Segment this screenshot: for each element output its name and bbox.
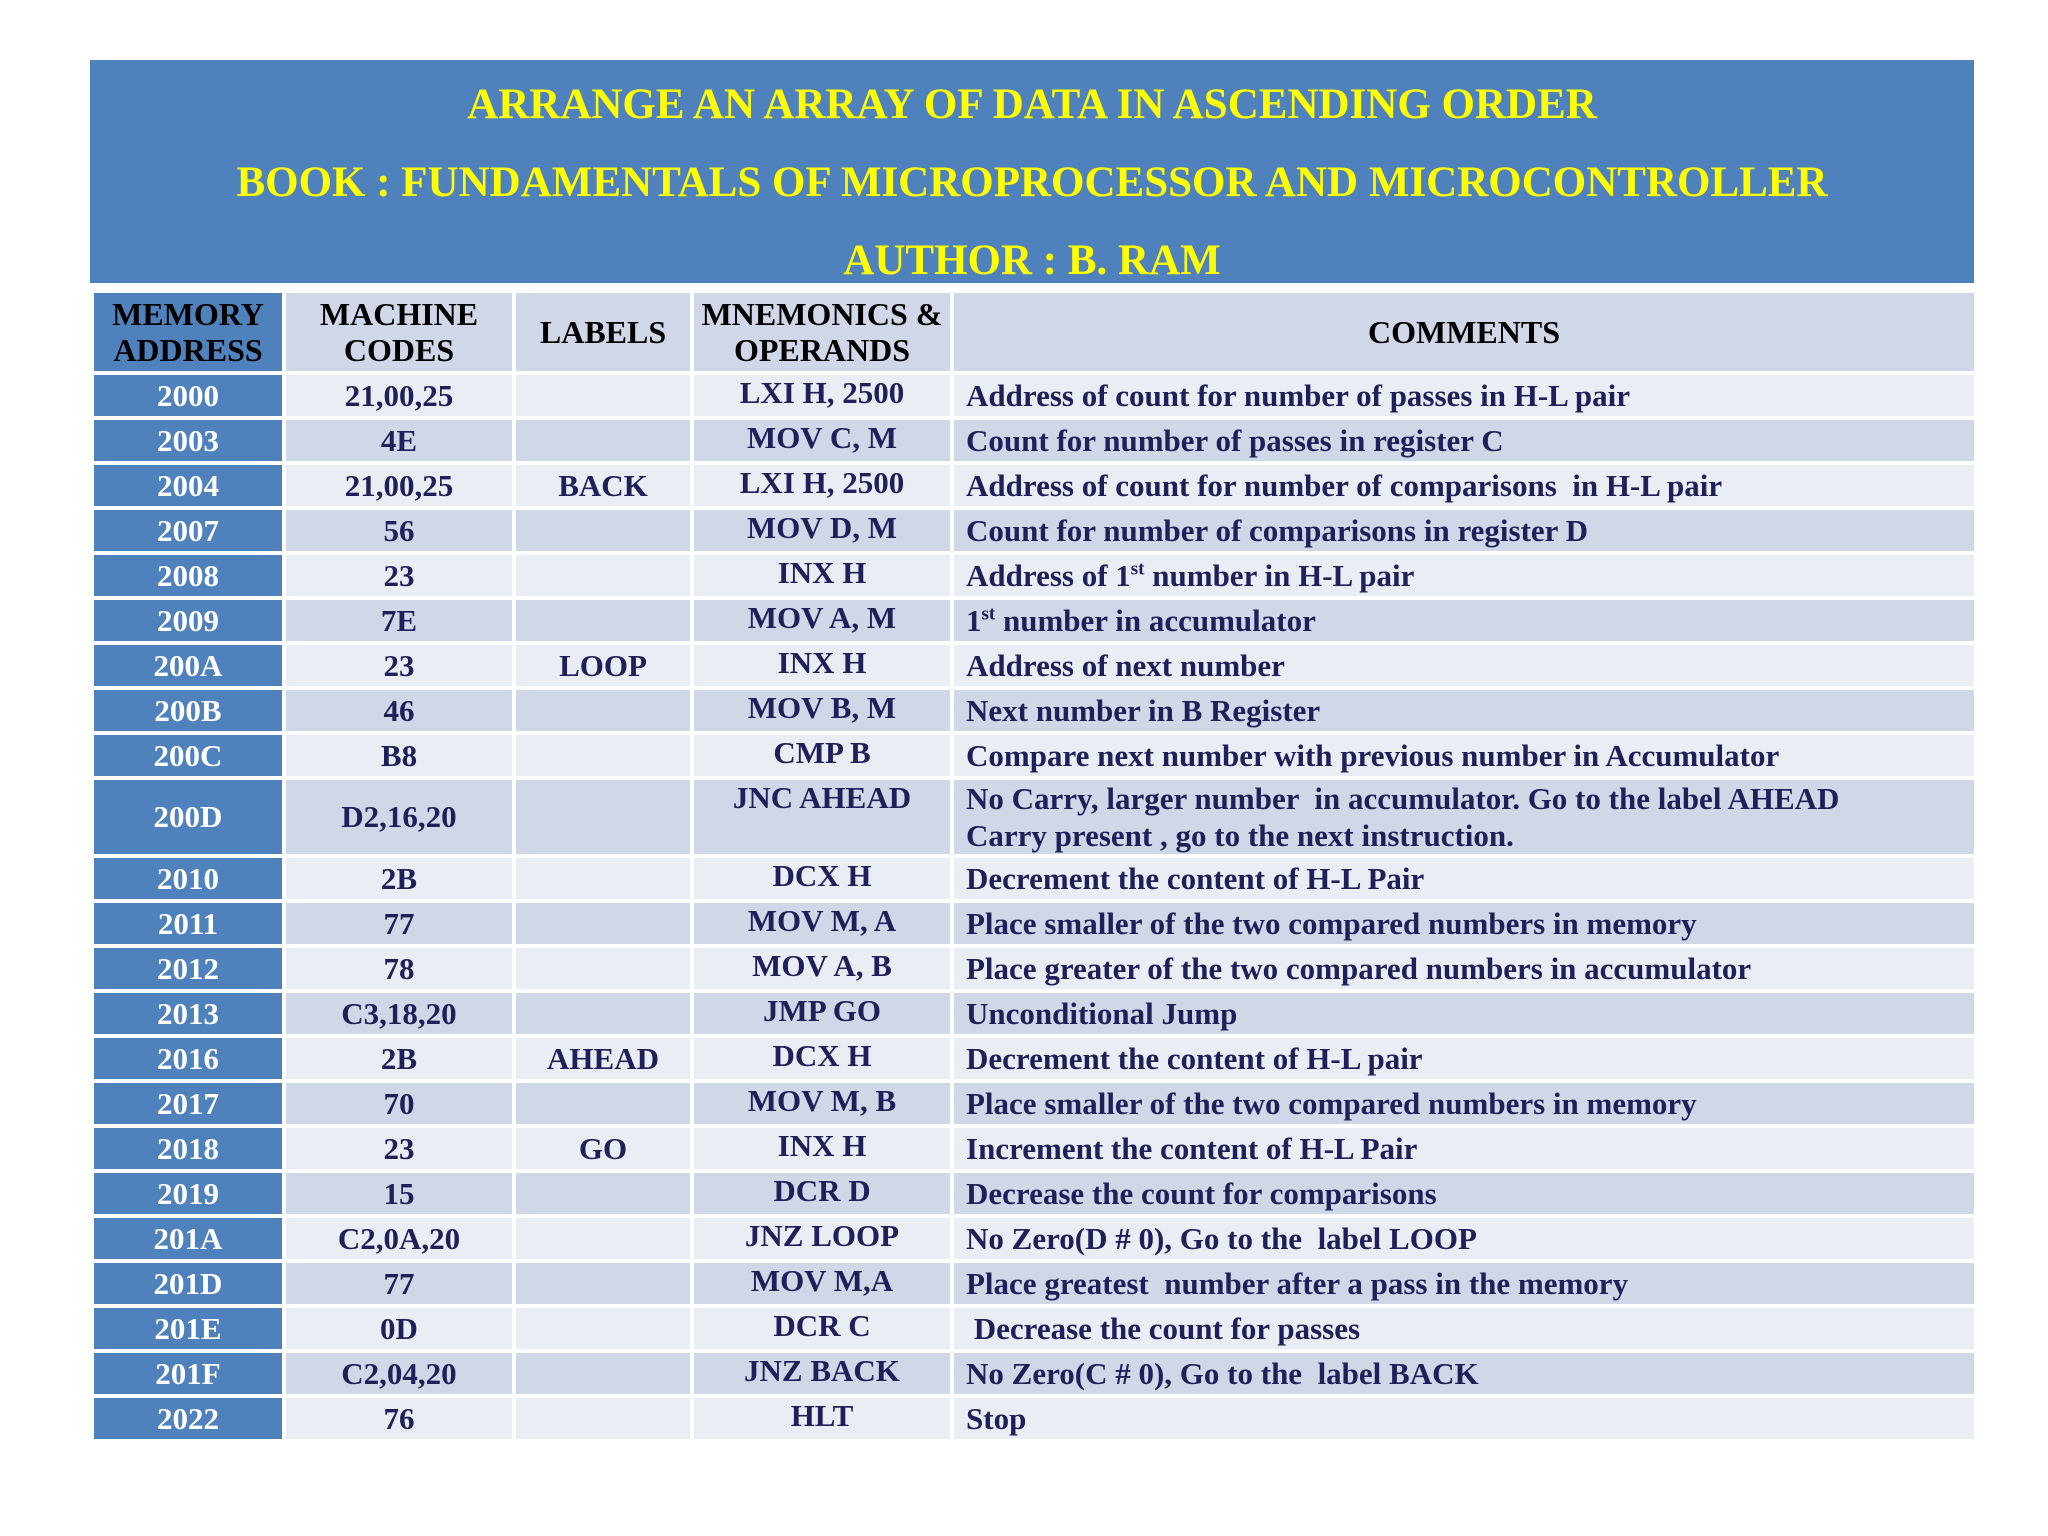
comment-cell <box>952 778 1976 856</box>
comment-cell <box>952 1126 1976 1171</box>
table-row <box>92 553 1976 598</box>
label-cell <box>514 418 692 463</box>
label-cell <box>514 508 692 553</box>
memory-address-cell: 2016 <box>92 1036 284 1081</box>
label-cell: AHEAD <box>514 1036 692 1081</box>
table-row <box>92 688 1976 733</box>
comment-text: Place greater of the two compared numbers in accumulator <box>966 950 1752 986</box>
comment-cell <box>952 1216 1976 1261</box>
mnemonic-cell: MOV M,A <box>692 1261 952 1306</box>
comment-text: Address of 1 <box>966 557 1131 593</box>
comment-cell <box>952 463 1976 508</box>
mnemonic-cell: MOV A, B <box>692 946 952 991</box>
machine-code-cell: 2B <box>284 1036 514 1081</box>
memory-address-cell: 2019 <box>92 1171 284 1216</box>
machine-code-cell: B8 <box>284 733 514 778</box>
label-cell <box>514 1216 692 1261</box>
comment-cell <box>952 901 1976 946</box>
comment-cell <box>952 1171 1976 1216</box>
table-row <box>92 1261 1976 1306</box>
mnemonic-cell: DCX H <box>692 1036 952 1081</box>
table-row <box>92 1396 1976 1441</box>
label-cell <box>514 1351 692 1396</box>
machine-code-cell: 23 <box>284 553 514 598</box>
table-row <box>92 856 1976 901</box>
mnemonic-cell: DCR C <box>692 1306 952 1351</box>
comment-text: Stop <box>966 1400 1027 1436</box>
comment-text: No Carry, larger number in accumulator. Go to the label AHEAD <box>966 781 1840 816</box>
comment-cell <box>952 373 1976 418</box>
comment-text: Address of count for number of passes in H-L pair <box>966 377 1631 413</box>
table-row <box>92 991 1976 1036</box>
label-cell <box>514 901 692 946</box>
table-row <box>92 778 1976 856</box>
label-cell <box>514 688 692 733</box>
comment-superscript: st <box>1130 558 1145 580</box>
label-cell <box>514 1306 692 1351</box>
comment-text: Address of next number <box>966 647 1285 683</box>
label-cell: BACK <box>514 463 692 508</box>
memory-address-cell: 200C <box>92 733 284 778</box>
machine-code-cell: 0D <box>284 1306 514 1351</box>
memory-address-cell: 2012 <box>92 946 284 991</box>
machine-code-cell: 21,00,25 <box>284 463 514 508</box>
mnemonic-cell: MOV M, A <box>692 901 952 946</box>
comment-text: Increment the content of H-L Pair <box>966 1130 1418 1166</box>
comment-cell <box>952 733 1976 778</box>
machine-code-cell: 2B <box>284 856 514 901</box>
label-cell <box>514 1171 692 1216</box>
comment-text: Count for number of passes in register C <box>966 422 1504 458</box>
table-row <box>92 418 1976 463</box>
title-line-2: BOOK : FUNDAMENTALS OF MICROPROCESSOR AND MICROCONTROLLER <box>236 159 1828 206</box>
label-cell <box>514 733 692 778</box>
comment-text: No Zero(C # 0), Go to the label BACK <box>966 1355 1479 1391</box>
machine-code-cell: 4E <box>284 418 514 463</box>
label-cell <box>514 1261 692 1306</box>
table-row <box>92 1081 1976 1126</box>
header-memory-address: MEMORY ADDRESS <box>92 291 284 373</box>
comment-text: number in accumulator <box>995 602 1316 638</box>
header-labels: LABELS <box>514 291 692 373</box>
mnemonic-cell: INX H <box>692 643 952 688</box>
mnemonic-cell: INX H <box>692 553 952 598</box>
comment-text: Decrement the content of H-L Pair <box>966 860 1425 896</box>
memory-address-cell: 201E <box>92 1306 284 1351</box>
machine-code-cell: 15 <box>284 1171 514 1216</box>
label-cell: LOOP <box>514 643 692 688</box>
comment-text-line-2: Carry present , go to the next instruction. <box>966 818 1514 853</box>
table-row <box>92 598 1976 643</box>
table-row <box>92 1036 1976 1081</box>
title-line-3: AUTHOR : B. RAM <box>843 237 1221 284</box>
memory-address-cell: 2010 <box>92 856 284 901</box>
mnemonic-cell: DCR D <box>692 1171 952 1216</box>
machine-code-cell: 46 <box>284 688 514 733</box>
memory-address-cell: 2011 <box>92 901 284 946</box>
comment-text: 1 <box>966 602 982 638</box>
title-line-1: ARRANGE AN ARRAY OF DATA IN ASCENDING ORDER <box>467 81 1597 128</box>
memory-address-cell: 2003 <box>92 418 284 463</box>
comment-text: Place smaller of the two compared numbers in memory <box>966 905 1697 941</box>
table-row <box>92 901 1976 946</box>
table-row <box>92 643 1976 688</box>
memory-address-cell: 200B <box>92 688 284 733</box>
header-machine-codes: MACHINE CODES <box>284 291 514 373</box>
mnemonic-cell: MOV B, M <box>692 688 952 733</box>
comment-cell <box>952 598 1976 643</box>
memory-address-cell: 201D <box>92 1261 284 1306</box>
comment-cell <box>952 1396 1976 1441</box>
machine-code-cell: 76 <box>284 1396 514 1441</box>
memory-address-cell: 200A <box>92 643 284 688</box>
memory-address-cell: 2009 <box>92 598 284 643</box>
comment-text: Place smaller of the two compared numbers in memory <box>966 1085 1697 1121</box>
mnemonic-cell: INX H <box>692 1126 952 1171</box>
label-cell <box>514 373 692 418</box>
comment-cell <box>952 1306 1976 1351</box>
label-cell <box>514 856 692 901</box>
table-row <box>92 1126 1976 1171</box>
memory-address-cell: 201F <box>92 1351 284 1396</box>
machine-code-cell: 77 <box>284 1261 514 1306</box>
memory-address-cell: 2004 <box>92 463 284 508</box>
comment-cell <box>952 856 1976 901</box>
memory-address-cell: 2000 <box>92 373 284 418</box>
table-row <box>92 463 1976 508</box>
label-cell: GO <box>514 1126 692 1171</box>
memory-address-cell: 2017 <box>92 1081 284 1126</box>
mnemonic-cell: JNZ BACK <box>692 1351 952 1396</box>
program-table <box>90 289 1978 1443</box>
comment-text: number in H-L pair <box>1144 557 1415 593</box>
memory-address-cell: 200D <box>92 778 284 856</box>
table-row <box>92 1171 1976 1216</box>
comment-cell <box>952 688 1976 733</box>
machine-code-cell: 77 <box>284 901 514 946</box>
comment-cell <box>952 643 1976 688</box>
memory-address-cell: 2007 <box>92 508 284 553</box>
mnemonic-cell: MOV A, M <box>692 598 952 643</box>
memory-address-cell: 2008 <box>92 553 284 598</box>
mnemonic-cell: MOV C, M <box>692 418 952 463</box>
comment-superscript: st <box>981 603 996 625</box>
table-row <box>92 1306 1976 1351</box>
machine-code-cell: 21,00,25 <box>284 373 514 418</box>
comment-cell <box>952 1036 1976 1081</box>
table-row <box>92 946 1976 991</box>
mnemonic-cell: JNC AHEAD <box>692 778 952 856</box>
header-mnemonics: MNEMONICS & OPERANDS <box>692 291 952 373</box>
comment-text: No Zero(D # 0), Go to the label LOOP <box>966 1220 1477 1256</box>
machine-code-cell: C2,04,20 <box>284 1351 514 1396</box>
comment-text: Next number in B Register <box>966 692 1321 728</box>
machine-code-cell: 7E <box>284 598 514 643</box>
comment-text: Address of count for number of comparisons in H-L pair <box>966 467 1723 503</box>
title-banner <box>90 60 1974 283</box>
comment-text: Decrement the content of H-L pair <box>966 1040 1423 1076</box>
comment-cell <box>952 553 1976 598</box>
comment-text: Decrease the count for passes <box>966 1310 1361 1346</box>
table-row <box>92 1351 1976 1396</box>
mnemonic-cell: LXI H, 2500 <box>692 463 952 508</box>
mnemonic-cell: JMP GO <box>692 991 952 1036</box>
label-cell <box>514 1081 692 1126</box>
memory-address-cell: 2018 <box>92 1126 284 1171</box>
label-cell <box>514 553 692 598</box>
comment-text: Decrease the count for comparisons <box>966 1175 1437 1211</box>
machine-code-cell: C3,18,20 <box>284 991 514 1036</box>
comment-text: Compare next number with previous number in Accumulator <box>966 737 1780 773</box>
label-cell <box>514 946 692 991</box>
mnemonic-cell: LXI H, 2500 <box>692 373 952 418</box>
label-cell <box>514 991 692 1036</box>
header-row <box>92 291 1976 373</box>
comment-text: Count for number of comparisons in register D <box>966 512 1589 548</box>
table-row <box>92 1216 1976 1261</box>
table-row <box>92 733 1976 778</box>
header-comments: COMMENTS <box>952 291 1976 373</box>
label-cell <box>514 1396 692 1441</box>
mnemonic-cell: HLT <box>692 1396 952 1441</box>
mnemonic-cell: JNZ LOOP <box>692 1216 952 1261</box>
machine-code-cell: 23 <box>284 1126 514 1171</box>
slide <box>90 60 1974 1443</box>
memory-address-cell: 2013 <box>92 991 284 1036</box>
comment-cell <box>952 1261 1976 1306</box>
table-row <box>92 373 1976 418</box>
memory-address-cell: 2022 <box>92 1396 284 1441</box>
machine-code-cell: C2,0A,20 <box>284 1216 514 1261</box>
mnemonic-cell: MOV M, B <box>692 1081 952 1126</box>
machine-code-cell: 56 <box>284 508 514 553</box>
comment-cell <box>952 508 1976 553</box>
comment-cell <box>952 991 1976 1036</box>
comment-cell <box>952 946 1976 991</box>
label-cell <box>514 598 692 643</box>
comment-text: Place greatest number after a pass in the memory <box>966 1265 1629 1301</box>
label-cell <box>514 778 692 856</box>
comment-cell <box>952 1081 1976 1126</box>
mnemonic-cell: MOV D, M <box>692 508 952 553</box>
table-row <box>92 508 1976 553</box>
machine-code-cell: 23 <box>284 643 514 688</box>
comment-cell <box>952 418 1976 463</box>
mnemonic-cell: CMP B <box>692 733 952 778</box>
mnemonic-cell: DCX H <box>692 856 952 901</box>
machine-code-cell: 70 <box>284 1081 514 1126</box>
comment-text: Unconditional Jump <box>966 995 1238 1031</box>
comment-cell <box>952 1351 1976 1396</box>
machine-code-cell: D2,16,20 <box>284 778 514 856</box>
memory-address-cell: 201A <box>92 1216 284 1261</box>
machine-code-cell: 78 <box>284 946 514 991</box>
